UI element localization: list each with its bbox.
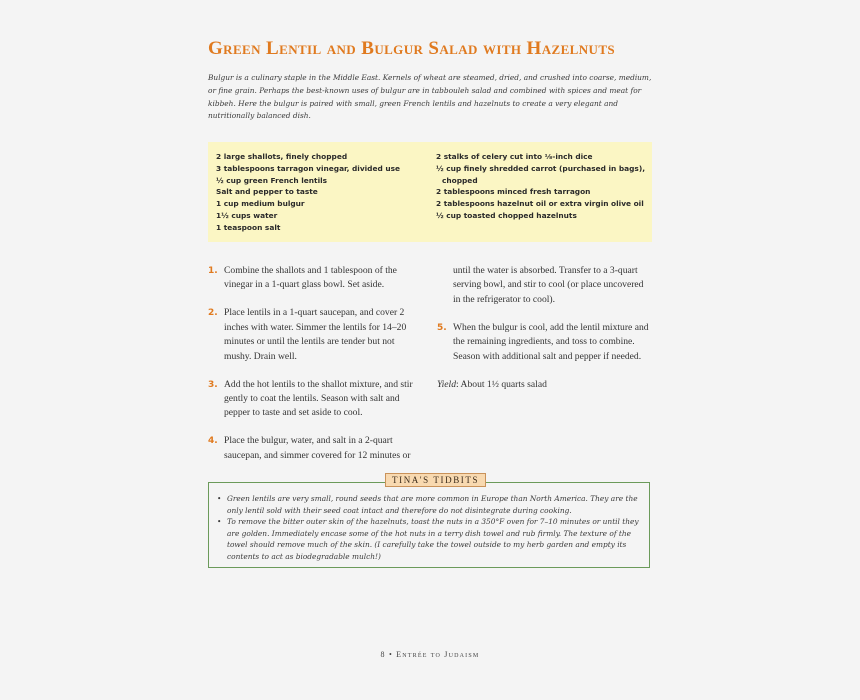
ingredients-left-column	[216, 151, 426, 234]
tidbit-text: To remove the bitter outer skin of the hazelnuts, toast the nuts in a 350°F oven for 7–10 minutes or until they are golden. Immediately encase some of the hot nuts in a terry dish towel and rub firmly. The texture of the towel should remove much of the skin. (I carefully take the towel outside to my herb garden and empty its contents to act as biodegradable mulch!)	[227, 517, 639, 561]
step-item	[208, 378, 420, 421]
yield-label: Yield	[437, 378, 457, 390]
yield-text: : About 1½ quarts salad	[456, 378, 547, 390]
step-item	[208, 434, 420, 463]
ingredient-item-continued: chopped	[442, 175, 478, 185]
ingredient-item: 2 tablespoons hazelnut oil or extra virgin olive oil	[436, 199, 644, 209]
ingredient-item: ½ cup green French lentils	[216, 175, 328, 185]
tidbits-box	[208, 475, 650, 568]
book-title: Entrée to Judaism	[396, 650, 480, 659]
step-number: 4.	[208, 436, 218, 447]
bullet-icon: •	[217, 494, 222, 503]
recipe-title: Green Lentil and Bulgur Salad with Hazelnuts	[208, 38, 616, 59]
ingredient-item: Salt and pepper to taste	[216, 187, 318, 197]
step-text: Combine the shallots and 1 tablespoon of the vinegar in a 1-quart glass bowl. Set aside.	[224, 265, 397, 291]
step-number: 5.	[437, 322, 447, 333]
ingredient-item: ½ cup finely shredded carrot (purchased in bags),	[436, 163, 646, 173]
page-number: 8	[380, 650, 386, 659]
ingredient-item: 1 teaspoon salt	[216, 222, 281, 232]
ingredient-item: 1½ cups water	[216, 210, 278, 220]
ingredients-box	[208, 142, 652, 242]
step-item	[208, 306, 420, 364]
bullet-icon: •	[217, 517, 222, 527]
ingredient-item: 2 tablespoons minced fresh tarragon	[436, 187, 591, 197]
page-footer	[0, 650, 860, 659]
recipe-intro: Bulgur is a culinary staple in the Middle East. Kernels of wheat are steamed, dried, and crushed into coarse, medium, or fine grain. Perhaps the best-known uses of bulgur are in tabbouleh salad and combined with spices and meat for kibbeh. Here the bulgur is paired with small, green French lentils and hazelnuts to create a very elegant and nutritionally balanced dish.	[208, 73, 652, 121]
ingredient-item: 2 stalks of celery cut into ⅛-inch dice	[436, 152, 593, 161]
ingredients-right-column	[436, 151, 648, 222]
steps-left-column	[208, 264, 420, 477]
tidbits-heading: TINA'S TIDBITS	[385, 473, 486, 487]
ingredient-item: ½ cup toasted chopped hazelnuts	[436, 210, 577, 220]
ingredient-item: 1 cup medium bulgur	[216, 199, 305, 209]
step-number: 3.	[208, 379, 218, 390]
step-item	[208, 264, 420, 293]
tidbit-item	[217, 516, 645, 562]
step-number: 2.	[208, 308, 218, 319]
steps-right-column	[437, 264, 652, 392]
tidbit-item	[217, 493, 645, 516]
step-text: until the water is absorbed. Transfer to a 3-quart serving bowl, and stir to cool (or place uncovered in the refrigerator to cool).	[453, 265, 644, 305]
recipe-yield	[437, 378, 652, 392]
footer-separator: •	[388, 650, 393, 659]
ingredient-item: 3 tablespoons tarragon vinegar, divided use	[216, 163, 401, 173]
step-text: Place the bulgur, water, and salt in a 2-quart saucepan, and simmer covered for 12 minutes or	[224, 435, 411, 461]
ingredient-item: 2 large shallots, finely chopped	[216, 152, 348, 161]
step-text: When the bulgur is cool, add the lentil mixture and the remaining ingredients, and toss to combine. Season with additional salt and pepper if needed.	[453, 321, 649, 362]
step-number: 1.	[208, 266, 218, 276]
tidbit-text: Green lentils are very small, round seeds that are more common in Europe than North America. They are the only lentil sold with their seed coat intact and therefore do not disintegrate during cooking.	[227, 494, 638, 515]
tidbits-list	[217, 493, 645, 563]
step-item-continued	[437, 264, 652, 307]
step-text: Add the hot lentils to the shallot mixture, and stir gently to coat the lentils. Season with salt and pepper to taste and set aside to cool.	[224, 378, 413, 419]
step-text: Place lentils in a 1-quart saucepan, and cover 2 inches with water. Simmer the lentils for 14–20 minutes or until the lentils are tender but not mushy. Drain well.	[224, 307, 407, 362]
step-item	[437, 321, 652, 364]
